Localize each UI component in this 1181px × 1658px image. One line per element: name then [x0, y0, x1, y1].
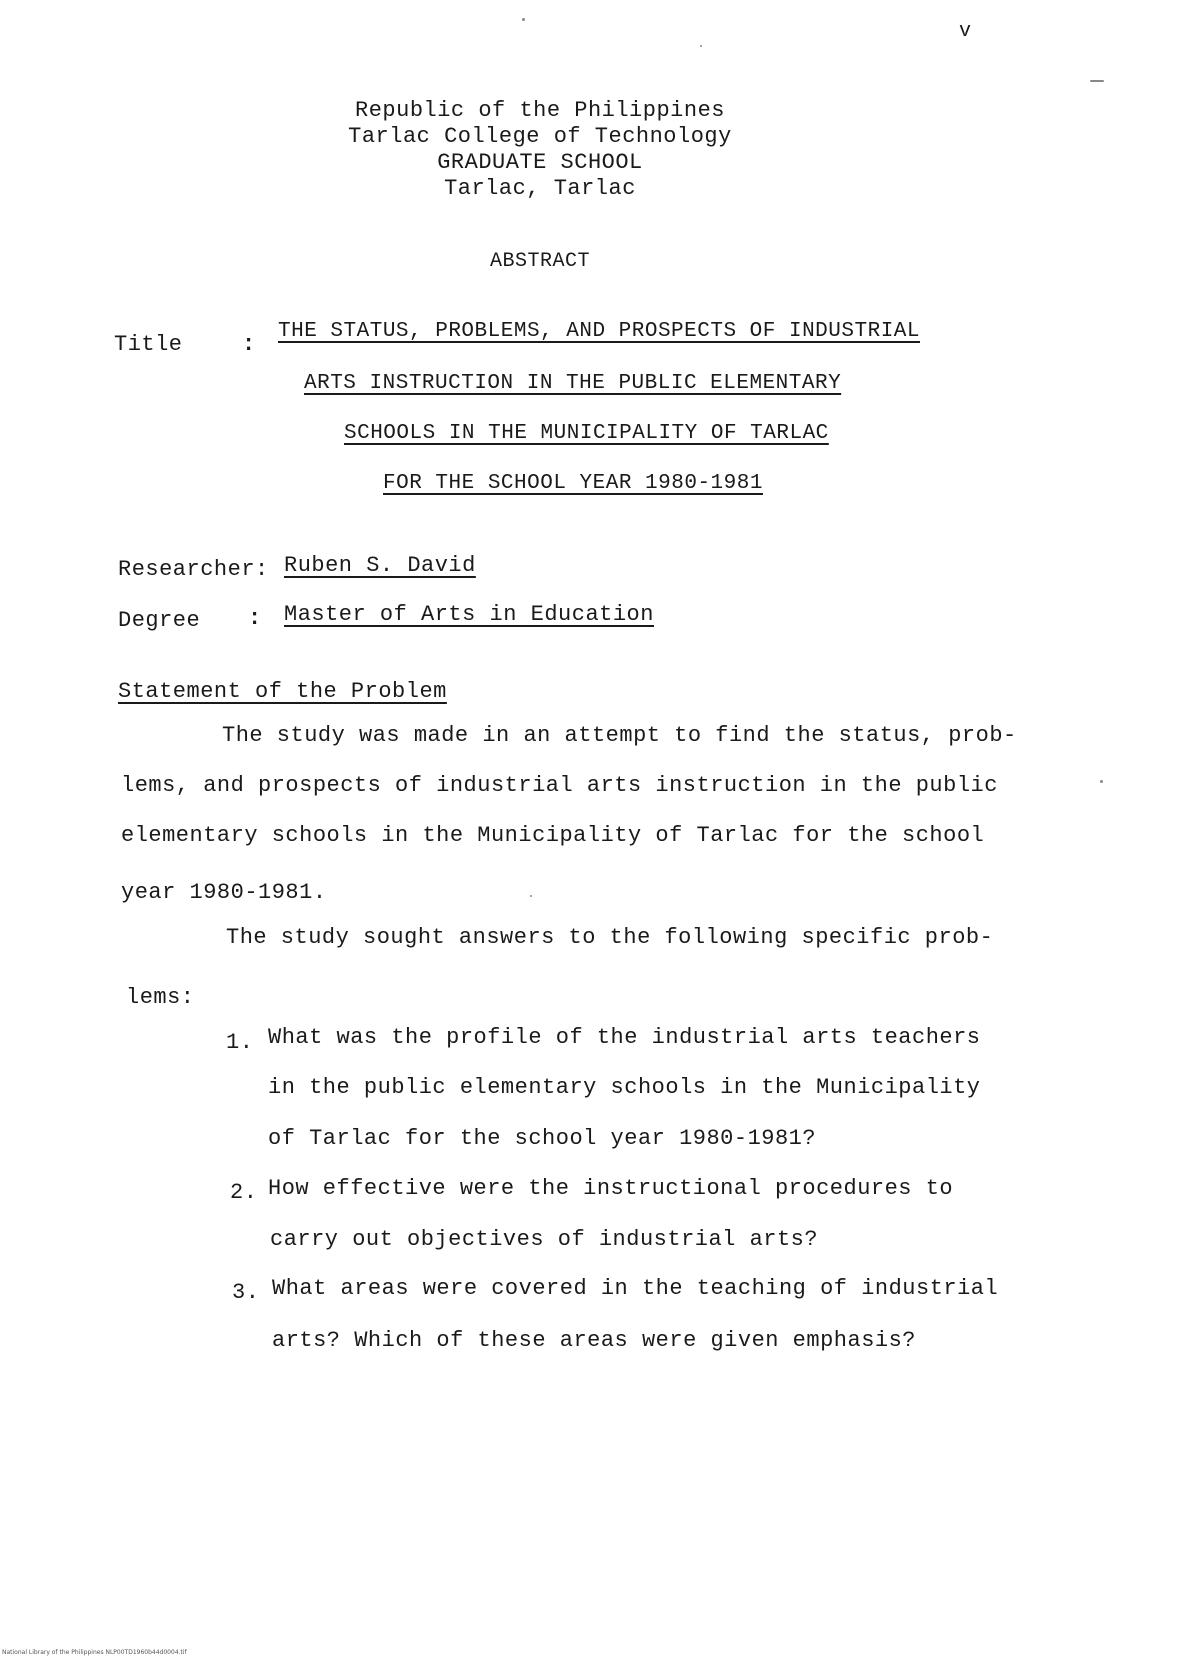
abstract-heading: ABSTRACT: [490, 250, 591, 273]
scan-footer: National Library of the Philippines NLP00TD1960b44d0004.tif: [2, 1649, 187, 1656]
scan-speck: [700, 45, 702, 47]
statement-heading: Statement of the Problem: [118, 679, 447, 704]
question-1-line-2: in the public elementary schools in the Municipality: [268, 1075, 981, 1100]
header-line-republic: Republic of the Philippines: [355, 98, 725, 123]
question-1-number: 1.: [226, 1030, 254, 1055]
paragraph-1-line-4: year 1980-1981.: [121, 880, 327, 905]
paragraph-2-line-2: lems:: [126, 985, 195, 1010]
question-1-line-3: of Tarlac for the school year 1980-1981?: [268, 1126, 817, 1151]
paragraph-2-line-1: The study sought answers to the following specific prob-: [226, 925, 994, 950]
question-3-line-1: What areas were covered in the teaching of industrial: [272, 1276, 999, 1301]
scan-speck: [1100, 780, 1103, 783]
question-2-line-2: carry out objectives of industrial arts?: [270, 1227, 819, 1252]
degree-value: Master of Arts in Education: [284, 602, 654, 627]
title-line-1: THE STATUS, PROBLEMS, AND PROSPECTS OF INDUSTRIAL: [278, 320, 921, 343]
title-line-2: ARTS INSTRUCTION IN THE PUBLIC ELEMENTARY: [304, 372, 842, 395]
degree-label: Degree: [118, 608, 201, 633]
question-3-line-2: arts? Which of these areas were given emphasis?: [272, 1328, 917, 1353]
title-label: Title: [114, 332, 183, 357]
question-1-line-1: What was the profile of the industrial arts teachers: [268, 1025, 981, 1050]
title-line-4: FOR THE SCHOOL YEAR 1980-1981: [383, 472, 763, 495]
scan-speck: [530, 895, 532, 897]
degree-colon: :: [248, 606, 262, 631]
researcher-label: Researcher:: [118, 557, 269, 582]
scan-speck: [522, 18, 525, 21]
question-2-line-1: How effective were the instructional procedures to: [268, 1176, 954, 1201]
paragraph-1-line-1: The study was made in an attempt to find the status, prob-: [222, 723, 1017, 748]
title-line-3: SCHOOLS IN THE MUNICIPALITY OF TARLAC: [344, 422, 829, 445]
researcher-name: Ruben S. David: [284, 553, 476, 578]
header-line-graduate-school: GRADUATE SCHOOL: [437, 150, 643, 175]
paragraph-1-line-3: elementary schools in the Municipality of Tarlac for the school: [121, 823, 985, 848]
header-line-college: Tarlac College of Technology: [348, 124, 732, 149]
header-line-location: Tarlac, Tarlac: [444, 176, 636, 201]
page-number: v: [959, 20, 972, 43]
title-colon: :: [242, 332, 256, 357]
scan-speck: [1090, 80, 1104, 82]
question-3-number: 3.: [232, 1280, 260, 1305]
paragraph-1-line-2: lems, and prospects of industrial arts instruction in the public: [121, 773, 998, 798]
question-2-number: 2.: [230, 1180, 258, 1205]
